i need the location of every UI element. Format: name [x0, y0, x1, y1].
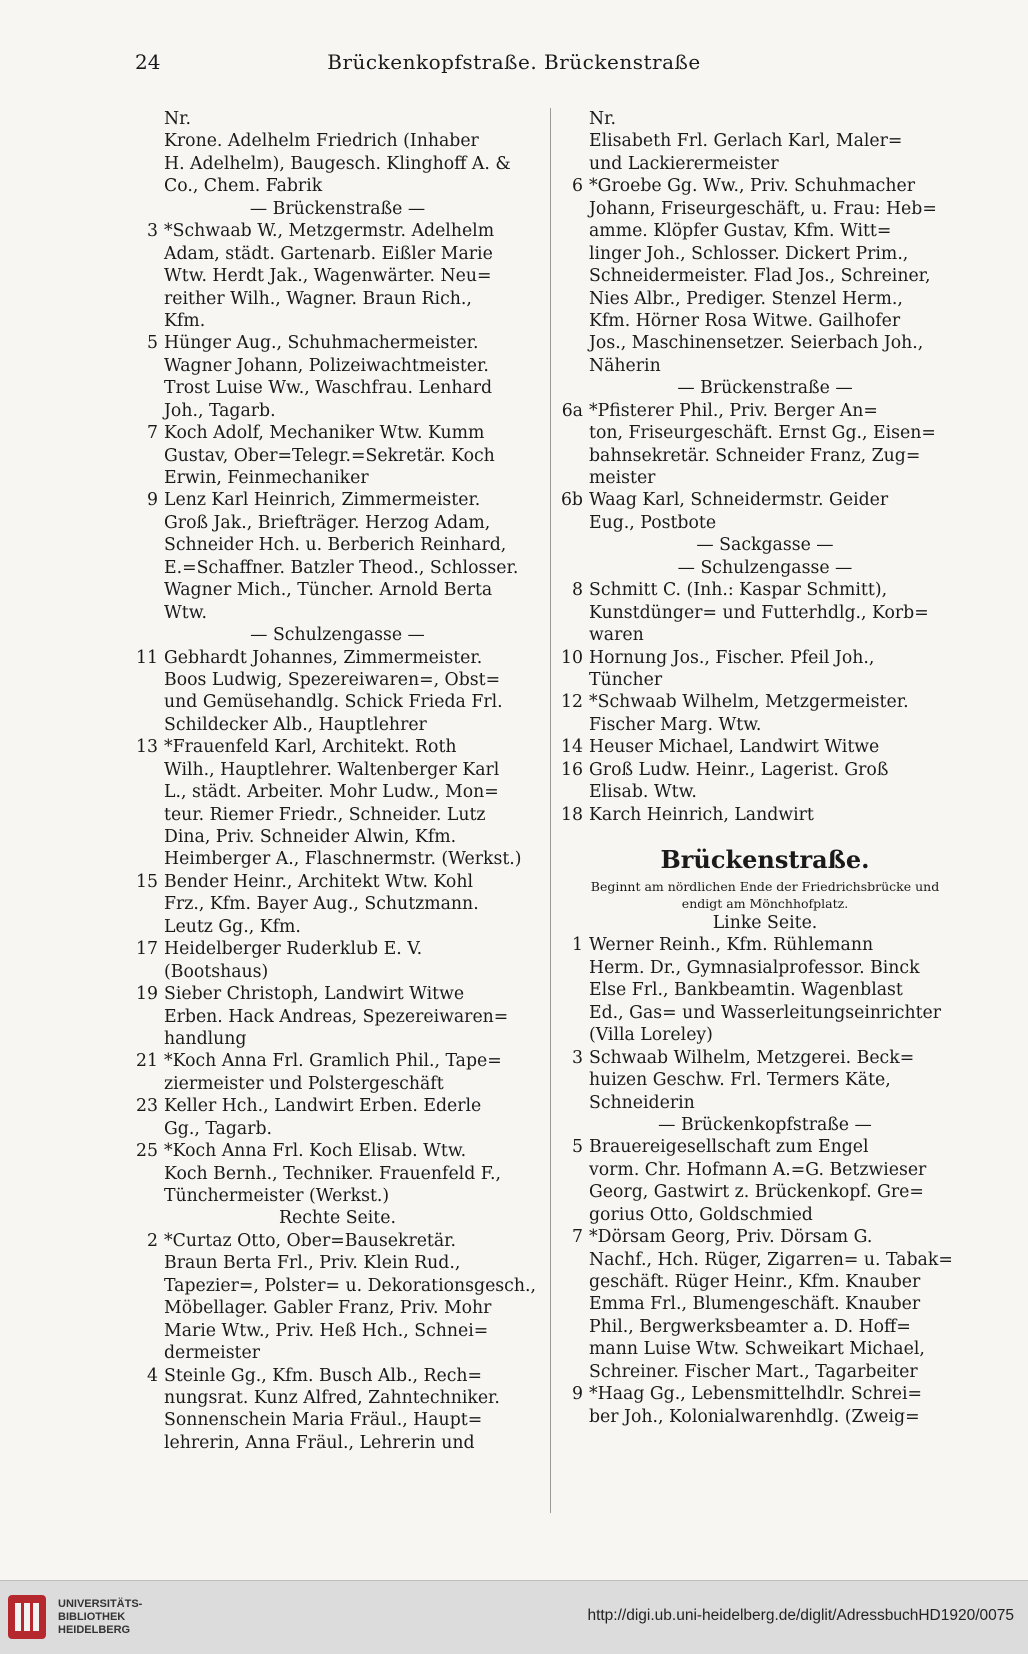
directory-line [130, 243, 545, 265]
directory-line [555, 579, 975, 601]
directory-line [130, 400, 545, 422]
house-number: 6 [572, 176, 583, 197]
directory-line [130, 1297, 545, 1319]
house-number: 16 [561, 759, 583, 780]
entry-text: Hünger Aug., Schuhmachermeister. [164, 333, 479, 354]
directory-line [555, 714, 975, 736]
directory-line [555, 1181, 975, 1203]
directory-line [130, 1050, 545, 1072]
section-description: Beginnt am nördlichen Ende der Friedrichsbrücke und [590, 879, 940, 894]
directory-line [555, 1024, 975, 1046]
directory-line [555, 1204, 975, 1226]
entry-text: Wtw. [164, 602, 207, 623]
directory-line [130, 916, 545, 938]
directory-line [555, 445, 975, 467]
directory-line [130, 938, 545, 960]
entry-text: Schmitt C. (Inh.: Kaspar Schmitt), [589, 580, 888, 601]
directory-line [555, 1226, 975, 1248]
house-number: 12 [561, 692, 583, 713]
logo-line: UNIVERSITÄTS- [58, 1598, 143, 1610]
house-number: 1 [572, 935, 583, 956]
directory-line [555, 1316, 975, 1338]
section-description: endigt am Mönchhofplatz. [681, 896, 849, 911]
directory-line [130, 1073, 545, 1095]
directory-line [130, 602, 545, 624]
directory-line [555, 1069, 975, 1091]
directory-line [130, 1185, 545, 1207]
directory-line [130, 1028, 545, 1050]
library-logo-text [58, 1598, 142, 1637]
subsection-label: — Brückenstraße — [249, 198, 426, 219]
entry-text: Nachf., Hch. Rüger, Zigarren= u. Tabak= [589, 1249, 953, 1270]
entry-text: L., städt. Arbeiter. Mohr Ludw., Mon= [164, 782, 499, 803]
entry-text: Frz., Kfm. Bayer Aug., Schutzmann. [164, 894, 479, 915]
entry-text: H. Adelhelm), Baugesch. Klinghoff A. & [164, 153, 511, 174]
entry-text: ton, Friseurgeschäft. Ernst Gg., Eisen= [589, 423, 936, 444]
entry-text: Keller Hch., Landwirt Erben. Ederle [164, 1096, 482, 1117]
entry-text: Braun Berta Frl., Priv. Klein Rud., [164, 1253, 461, 1274]
entry-text: nungsrat. Kunz Alfred, Zahntechniker. [164, 1387, 500, 1408]
entry-text: ziermeister und Polstergeschäft [164, 1073, 444, 1094]
directory-line [130, 1387, 545, 1409]
entry-text: Schneidermeister. Flad Jos., Schreiner, [589, 266, 931, 287]
directory-line [130, 848, 545, 870]
entry-text: vorm. Chr. Hofmann A.=G. Betzwieser [589, 1159, 927, 1180]
entry-text: *Koch Anna Frl. Gramlich Phil., Tape= [164, 1051, 502, 1072]
directory-line [555, 736, 975, 758]
directory-line [130, 130, 545, 152]
entry-text: Kfm. [164, 310, 206, 331]
entry-text: *Groebe Gg. Ww., Priv. Schuhmacher [589, 176, 915, 197]
directory-line [555, 826, 975, 840]
entry-text: Herm. Dr., Gymnasialprofessor. Binck [589, 957, 920, 978]
house-number: 18 [561, 804, 583, 825]
house-number: 9 [572, 1384, 583, 1405]
entry-text: teur. Riemer Friedr., Schneider. Lutz [164, 804, 486, 825]
directory-line [130, 579, 545, 601]
entry-text: geschäft. Rüger Heinr., Kfm. Knauber [589, 1272, 921, 1292]
entry-text: Gustav, Ober=Telegr.=Sekretär. Koch [164, 445, 495, 466]
entry-text: Lenz Karl Heinrich, Zimmermeister. [164, 490, 481, 511]
entry-text: Bender Heinr., Architekt Wtw. Kohl [164, 871, 473, 892]
entry-text: Schwaab Wilhelm, Metzgerei. Beck= [589, 1047, 915, 1068]
directory-line [130, 781, 545, 803]
directory-line [130, 1230, 545, 1252]
house-number: 21 [136, 1051, 158, 1072]
entry-text: meister [589, 468, 656, 488]
directory-line [555, 265, 975, 287]
entry-text: *Curtaz Otto, Ober=Bausekretär. [164, 1230, 457, 1251]
directory-line [130, 534, 545, 556]
entry-text: Karch Heinrich, Landwirt [589, 804, 814, 825]
directory-line [555, 759, 975, 781]
entry-text: *Dörsam Georg, Priv. Dörsam G. [589, 1227, 873, 1248]
logo-line: HEIDELBERG [58, 1624, 131, 1636]
entry-text: E.=Schaffner. Batzler Theod., Schlosser. [164, 557, 519, 578]
directory-line [130, 647, 545, 669]
subsection-label: — Schulzengasse — [250, 625, 425, 646]
logo-line: BIBLIOTHEK [58, 1611, 126, 1623]
directory-line [130, 1275, 545, 1297]
entry-text: Fischer Marg. Wtw. [589, 714, 762, 735]
directory-line [555, 153, 975, 175]
directory-line [555, 489, 975, 511]
entry-text: Waag Karl, Schneidermstr. Geider [589, 490, 889, 511]
directory-line [130, 220, 545, 242]
directory-line [130, 1118, 545, 1140]
entry-text: Heimberger A., Flaschnermstr. (Werkst.) [164, 849, 522, 870]
directory-line [130, 714, 545, 736]
directory-line [555, 602, 975, 624]
directory-line [555, 1293, 975, 1315]
directory-line [555, 243, 975, 265]
subsection-label: Rechte Seite. [279, 1208, 396, 1229]
directory-line [130, 422, 545, 444]
entry-text: Phil., Bergwerksbeamter a. D. Hoff= [589, 1316, 911, 1337]
directory-line [555, 310, 975, 332]
entry-text: Erwin, Feinmechaniker [164, 468, 369, 488]
entry-text: amme. Klöpfer Gustav, Kfm. Witt= [589, 221, 892, 242]
entry-text: Näherin [589, 355, 661, 376]
house-number: 7 [147, 423, 158, 444]
directory-line [555, 355, 975, 377]
directory-line [555, 1249, 975, 1271]
house-number: 11 [136, 647, 158, 668]
entry-text: Emma Frl., Blumengeschäft. Knauber [589, 1294, 921, 1315]
directory-line [130, 288, 545, 310]
entry-text: Nies Albr., Prediger. Stenzel Herm., [589, 288, 903, 309]
entry-text: Sonnenschein Maria Fräul., Haupt= [164, 1410, 483, 1431]
directory-line [555, 332, 975, 354]
entry-text: Hornung Jos., Fischer. Pfeil Joh., [589, 647, 875, 668]
directory-line [555, 957, 975, 979]
entry-text: Gebhardt Johannes, Zimmermeister. [164, 647, 483, 668]
directory-line [130, 355, 545, 377]
entry-text: Heuser Michael, Landwirt Witwe [589, 737, 880, 758]
house-number: 3 [572, 1047, 583, 1068]
directory-line [555, 1159, 975, 1181]
entry-text: Else Frl., Bankbeamtin. Wagenblast [589, 980, 903, 1001]
directory-line [555, 512, 975, 534]
entry-text: reither Wilh., Wagner. Braun Rich., [164, 288, 472, 309]
directory-line [130, 557, 545, 579]
directory-line [130, 377, 545, 399]
directory-line [130, 826, 545, 848]
entry-text: Leutz Gg., Kfm. [164, 916, 301, 937]
directory-line [555, 467, 975, 489]
directory-line [555, 198, 975, 220]
page-title: Brückenkopfstraße. Brückenstraße [327, 50, 701, 74]
directory-line [555, 691, 975, 713]
entry-text: Kfm. Hörner Rosa Witwe. Gailhofer [589, 310, 901, 331]
university-seal-icon [6, 1593, 48, 1641]
entry-text: Schreiner. Fischer Mart., Tagarbeiter [589, 1361, 918, 1382]
house-number: 4 [147, 1365, 158, 1386]
directory-line [130, 310, 545, 332]
entry-text: Schildecker Alb., Hauptlehrer [164, 714, 427, 735]
entry-text: und Gemüsehandlg. Schick Frieda Frl. [164, 692, 503, 713]
entry-text: Erben. Hack Andreas, Spezereiwaren= [164, 1006, 509, 1027]
house-number: 15 [136, 871, 158, 892]
entry-text: Eug., Postbote [589, 512, 717, 533]
directory-line [555, 979, 975, 1001]
directory-line [130, 1320, 545, 1342]
directory-line [130, 332, 545, 354]
entry-text: Wilh., Hauptlehrer. Waltenberger Karl [164, 759, 500, 780]
house-number: 8 [572, 580, 583, 601]
directory-line [555, 220, 975, 242]
entry-text: waren [589, 625, 644, 646]
house-number: 23 [136, 1096, 158, 1117]
directory-line [130, 983, 545, 1005]
directory-line [555, 1338, 975, 1360]
entry-text: Jos., Maschinensetzer. Seierbach Joh., [589, 333, 924, 354]
subsection-label: — Brückenstraße — [677, 378, 853, 399]
house-number: 17 [136, 939, 158, 960]
entry-text: Schneider Hch. u. Berberich Reinhard, [164, 535, 507, 556]
entry-text: *Schwaab W., Metzgermstr. Adelhelm [164, 221, 495, 242]
directory-line [555, 108, 975, 130]
entry-text: Tüncher [589, 669, 663, 690]
directory-line [130, 1140, 545, 1162]
entry-text: Johann, Friseurgeschäft, u. Frau: Heb= [589, 198, 937, 219]
directory-line [130, 1409, 545, 1431]
entry-text: Heidelberger Ruderklub E. V. [164, 939, 423, 960]
directory-line [555, 669, 975, 691]
directory-line [555, 804, 975, 826]
directory-line [130, 153, 545, 175]
entry-text: *Pfisterer Phil., Priv. Berger An= [589, 400, 878, 421]
entry-text: mann Luise Wtw. Schweikart Michael, [589, 1339, 925, 1360]
entry-text: Werner Reinh., Kfm. Rühlemann [589, 935, 874, 956]
house-number: 5 [147, 333, 158, 354]
directory-line [130, 175, 545, 197]
entry-text: Möbellager. Gabler Franz, Priv. Mohr [164, 1298, 492, 1319]
directory-line [130, 893, 545, 915]
directory-line [130, 1365, 545, 1387]
entry-text: (Bootshaus) [164, 961, 269, 982]
house-number: 6a [561, 400, 583, 421]
entry-text: *Schwaab Wilhelm, Metzgermeister. [589, 692, 909, 713]
entry-text: Ed., Gas= und Wasserleitungseinrichter [589, 1002, 942, 1023]
subsection-label: Linke Seite. [712, 913, 818, 933]
house-number: 10 [561, 647, 583, 668]
footer-bar [0, 1580, 1028, 1654]
directory-line [130, 1163, 545, 1185]
directory-line [130, 1342, 545, 1364]
entry-text: ber Joh., Kolonialwarenhdlg. (Zweig= [589, 1406, 920, 1427]
entry-text: dermeister [164, 1343, 260, 1364]
house-number: 14 [561, 737, 583, 758]
directory-line [555, 175, 975, 197]
entry-text: Elisabeth Frl. Gerlach Karl, Maler= [589, 131, 903, 152]
entry-text: Georg, Gastwirt z. Brückenkopf. Gre= [589, 1182, 924, 1203]
entry-text: Trost Luise Ww., Waschfrau. Lenhard [164, 378, 493, 399]
directory-line [130, 1432, 545, 1454]
directory-line [130, 265, 545, 287]
directory-line [555, 1271, 975, 1293]
entry-text: Brauereigesellschaft zum Engel [589, 1137, 869, 1158]
house-number: 7 [572, 1227, 583, 1248]
directory-line [130, 669, 545, 691]
entry-text: Adam, städt. Gartenarb. Eißler Marie [164, 243, 493, 264]
entry-text: Groß Jak., Briefträger. Herzog Adam, [164, 512, 491, 533]
right-column [555, 108, 975, 1428]
directory-line [130, 736, 545, 758]
entry-text: Steinle Gg., Kfm. Busch Alb., Rech= [164, 1365, 483, 1386]
entry-text: Koch Bernh., Techniker. Frauenfeld F., [164, 1163, 502, 1184]
directory-line [130, 1252, 545, 1274]
subsection-label: — Brückenkopfstraße — [658, 1114, 872, 1135]
house-number: 9 [147, 490, 158, 511]
entry-text: Wtw. Herdt Jak., Wagenwärter. Neu= [164, 266, 492, 287]
directory-line [555, 647, 975, 669]
entry-text: Dina, Priv. Schneider Alwin, Kfm. [164, 827, 457, 847]
directory-line [130, 108, 545, 130]
directory-line [555, 624, 975, 646]
directory-line [130, 1095, 545, 1117]
directory-line [130, 691, 545, 713]
directory-line [555, 934, 975, 956]
entry-text: lehrerin, Anna Fräul., Lehrerin und [164, 1432, 475, 1453]
directory-line [555, 288, 975, 310]
directory-line [130, 445, 545, 467]
entry-text: (Villa Loreley) [589, 1025, 713, 1046]
entry-text: linger Joh., Schlosser. Dickert Prim., [589, 243, 909, 264]
directory-line [555, 1136, 975, 1158]
directory-line [555, 781, 975, 803]
subsection-label: — Sackgasse — [696, 535, 834, 556]
page-number: 24 [135, 50, 161, 74]
directory-line [555, 130, 975, 152]
house-number: 25 [136, 1141, 158, 1162]
entry-text: Joh., Tagarb. [164, 400, 276, 421]
entry-text: Schneiderin [589, 1092, 695, 1113]
house-number: 3 [147, 221, 158, 242]
house-number: 5 [572, 1137, 583, 1158]
entry-text: huizen Geschw. Frl. Termers Käte, [589, 1070, 891, 1091]
house-number: 13 [136, 737, 158, 758]
house-number: 2 [147, 1230, 158, 1251]
directory-line [555, 1406, 975, 1428]
entry-text: Tapezier=, Polster= u. Dekorationsgesch., [164, 1275, 536, 1296]
entry-text: Gg., Tagarb. [164, 1118, 273, 1139]
directory-line [130, 871, 545, 893]
directory-line [130, 467, 545, 489]
entry-text: Tünchermeister (Werkst.) [164, 1186, 390, 1206]
entry-text: Marie Wtw., Priv. Heß Hch., Schnei= [164, 1320, 489, 1341]
entry-text: *Frauenfeld Karl, Architekt. Roth [164, 737, 457, 758]
directory-line [130, 961, 545, 983]
directory-line [555, 1361, 975, 1383]
directory-line [130, 489, 545, 511]
directory-line [130, 759, 545, 781]
entry-text: Wagner Mich., Tüncher. Arnold Berta [164, 580, 493, 601]
column-divider [550, 108, 551, 1513]
directory-line [555, 400, 975, 422]
left-column [130, 108, 545, 1454]
entry-text: Wagner Johann, Polizeiwachtmeister. [164, 355, 489, 376]
house-number: 19 [136, 984, 158, 1005]
entry-text: Kunstdünger= und Futterhdlg., Korb= [589, 602, 929, 623]
entry-text: bahnsekretär. Schneider Franz, Zug= [589, 445, 921, 466]
entry-text: Krone. Adelhelm Friedrich (Inhaber [164, 131, 479, 152]
entry-text: Sieber Christoph, Landwirt Witwe [164, 984, 465, 1005]
directory-line [130, 512, 545, 534]
entry-text: gorius Otto, Goldschmied [589, 1204, 813, 1225]
source-url-link[interactable]: http://digi.ub.uni-heidelberg.de/diglit/AdressbuchHD1920/0075 [587, 1607, 1014, 1624]
entry-text: *Koch Anna Frl. Koch Elisab. Wtw. [164, 1141, 467, 1162]
directory-line [130, 1006, 545, 1028]
entry-text: und Lackierermeister [589, 153, 779, 174]
entry-text: *Haag Gg., Lebensmittelhdlr. Schrei= [589, 1384, 922, 1405]
house-number: 6b [560, 490, 583, 511]
entry-text: Boos Ludwig, Spezereiwaren=, Obst= [164, 669, 501, 690]
entry-text: Groß Ludw. Heinr., Lagerist. Groß [589, 759, 889, 780]
section-heading: Brückenstraße. [660, 845, 870, 874]
directory-line [130, 804, 545, 826]
entry-text: Co., Chem. Fabrik [164, 176, 323, 197]
entry-text: Elisab. Wtw. [589, 782, 697, 803]
subsection-label: — Schulzengasse — [677, 557, 853, 578]
entry-text: Koch Adolf, Mechaniker Wtw. Kumm [164, 423, 485, 444]
directory-line [555, 1002, 975, 1024]
entry-text: Nr. [164, 109, 191, 129]
directory-line [555, 422, 975, 444]
entry-text: handlung [164, 1028, 247, 1049]
directory-line [555, 1092, 975, 1114]
directory-line [555, 1383, 975, 1405]
entry-text: Nr. [589, 109, 616, 129]
directory-line [555, 1047, 975, 1069]
